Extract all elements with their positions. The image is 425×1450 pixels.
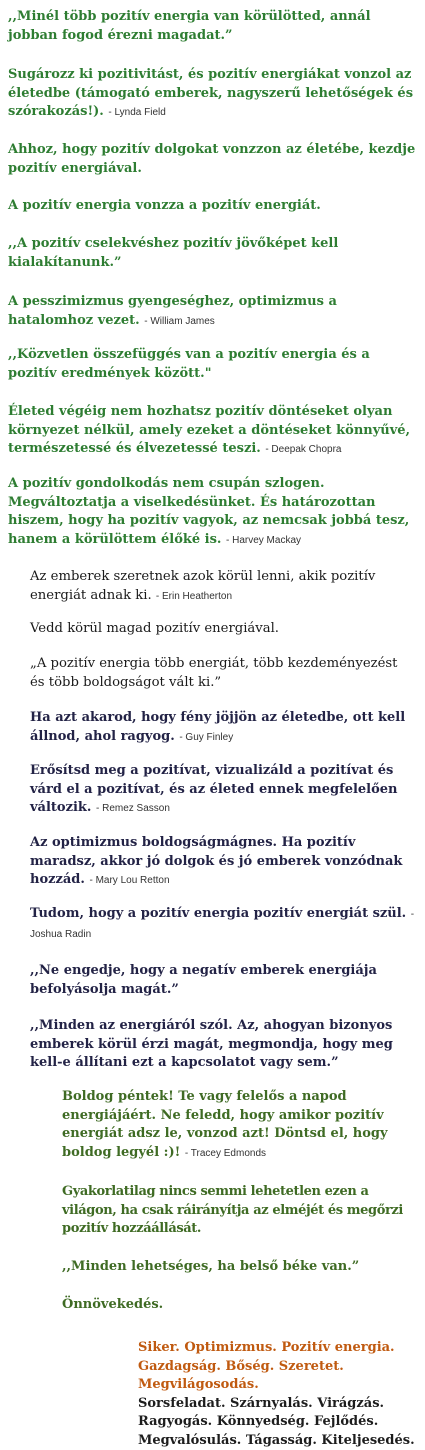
quote-4: A pozitív energia vonzza a pozitív energiát. xyxy=(8,197,420,216)
keyword-line: Sorsfeladat. Szárnyalás. Virágzás. xyxy=(138,1395,423,1414)
keyword-line: Ragyogás. Könnyedség. Fejlődés. xyxy=(138,1413,423,1432)
quote-13: Ha azt akarod, hogy fény jöjjön az életedbe, ott kell állnod, ahol ragyog. - Guy Finley xyxy=(30,709,420,747)
quote-16: Tudom, hogy a pozitív energia pozitív energiát szül. - Joshua Radin xyxy=(30,905,425,944)
quote-7: ,,Közvetlen összefüggés van a pozitív energia és a pozitív eredmények között." xyxy=(8,346,408,383)
quote-15: Az optimizmus boldogságmágnes. Ha pozitív maradsz, akkor jó dolgok és jó emberek vonzódnak hozzád. - Mary Lou Retton xyxy=(30,834,405,891)
quote-8: Életed végéig nem hozhatsz pozitív döntéseket olyan környezet nélkül, amely ezeket a döntéseket könnyűvé, természetessé és élvezetessé teszi. - Deepak Chopra xyxy=(8,403,420,460)
quote-20: Gyakorlatilag nincs semmi lehetetlen ezen a világon, ha csak ráirányítja az elméjét és megőrzi pozitív hozzáállását. xyxy=(62,1183,417,1239)
quote-17: ,,Ne engedje, hogy a negatív emberek energiája befolyásolja magát.” xyxy=(30,962,405,999)
quote-author: - Tracey Edmonds xyxy=(185,1148,266,1159)
quote-21: ,,Minden lehetséges, ha belső béke van.” xyxy=(62,1258,402,1277)
quote-2: Sugározz ki pozitivitást, és pozitív energiákat vonzol az életedbe (támogató emberek, nagyszerű lehetőségek és szórakozás!). - Lynda Field xyxy=(8,66,420,123)
quote-11: Vedd körül magad pozitív energiával. xyxy=(30,620,410,639)
quote-author: - Erin Heatherton xyxy=(156,591,232,602)
quote-12: „A pozitív energia több energiát, több kezdeményezést és több boldogságot vált ki.” xyxy=(30,655,405,692)
quote-10: Az emberek szeretnek azok körül lenni, akik pozitív energiát adnak ki. - Erin Heatherton xyxy=(30,568,410,606)
keyword-line: Megvalósulás. Tágasság. Kiteljesedés. xyxy=(138,1432,423,1450)
keyword-line: Megvilágosodás. xyxy=(138,1376,423,1395)
quote-14: Erősítsd meg a pozitívat, vizualizáld a pozitívat és várd el a pozitívat, és az életed ennek megfelelően változik. - Remez Sasson xyxy=(30,762,415,819)
quote-author: - Deepak Chopra xyxy=(265,444,341,455)
quote-1: ,,Minél több pozitív energia van körülötted, annál jobban fogod érezni magadat.” xyxy=(8,8,420,45)
quote-22: Önnövekedés. xyxy=(62,1296,402,1315)
quote-author: - William James xyxy=(144,316,215,327)
quote-author: - Guy Finley xyxy=(179,732,233,743)
keyword-line: Gazdagság. Bőség. Szeretet. xyxy=(138,1358,423,1377)
quote-author: - Lynda Field xyxy=(108,107,165,118)
quote-author: - Joshua Radin xyxy=(30,909,414,940)
quote-6: A pesszimizmus gyengeséghez, optimizmus a hatalomhoz vezet. - William James xyxy=(8,293,408,331)
keyword-line: Siker. Optimizmus. Pozitív energia. xyxy=(138,1339,423,1358)
quote-author: - Harvey Mackay xyxy=(226,535,301,546)
quote-3: Ahhoz, hogy pozitív dolgokat vonzzon az életébe, kezdje pozitív energiával. xyxy=(8,141,420,178)
quote-9: A pozitív gondolkodás nem csupán szlogen. Megváltoztatja a viselkedésünket. És határozottan hiszem, hogy ha pozitív vagyok, az nemcsak jobbá tesz, hanem a körülöttem élőké is. - Harvey Mackay xyxy=(8,475,420,550)
quote-5: ,,A pozitív cselekvéshez pozitív jövőképet kell kialakítanunk.” xyxy=(8,235,408,272)
quote-author: - Mary Lou Retton xyxy=(89,875,169,886)
footer-keywords xyxy=(138,1339,423,1450)
quote-author: - Remez Sasson xyxy=(96,803,170,814)
quote-18: ,,Minden az energiáról szól. Az, ahogyan bizonyos emberek körül érzi magát, megmondja, hogy meg kell-e állítani ezt a kapcsolatot vagy sem.” xyxy=(30,1017,415,1073)
quote-19: Boldog péntek! Te vagy felelős a napod energiájáért. Ne feledd, hogy amikor pozitív energiát adsz le, vonzod azt! Döntsd el, hogy boldog legyél :)! - Tracey Edmonds xyxy=(62,1088,402,1163)
